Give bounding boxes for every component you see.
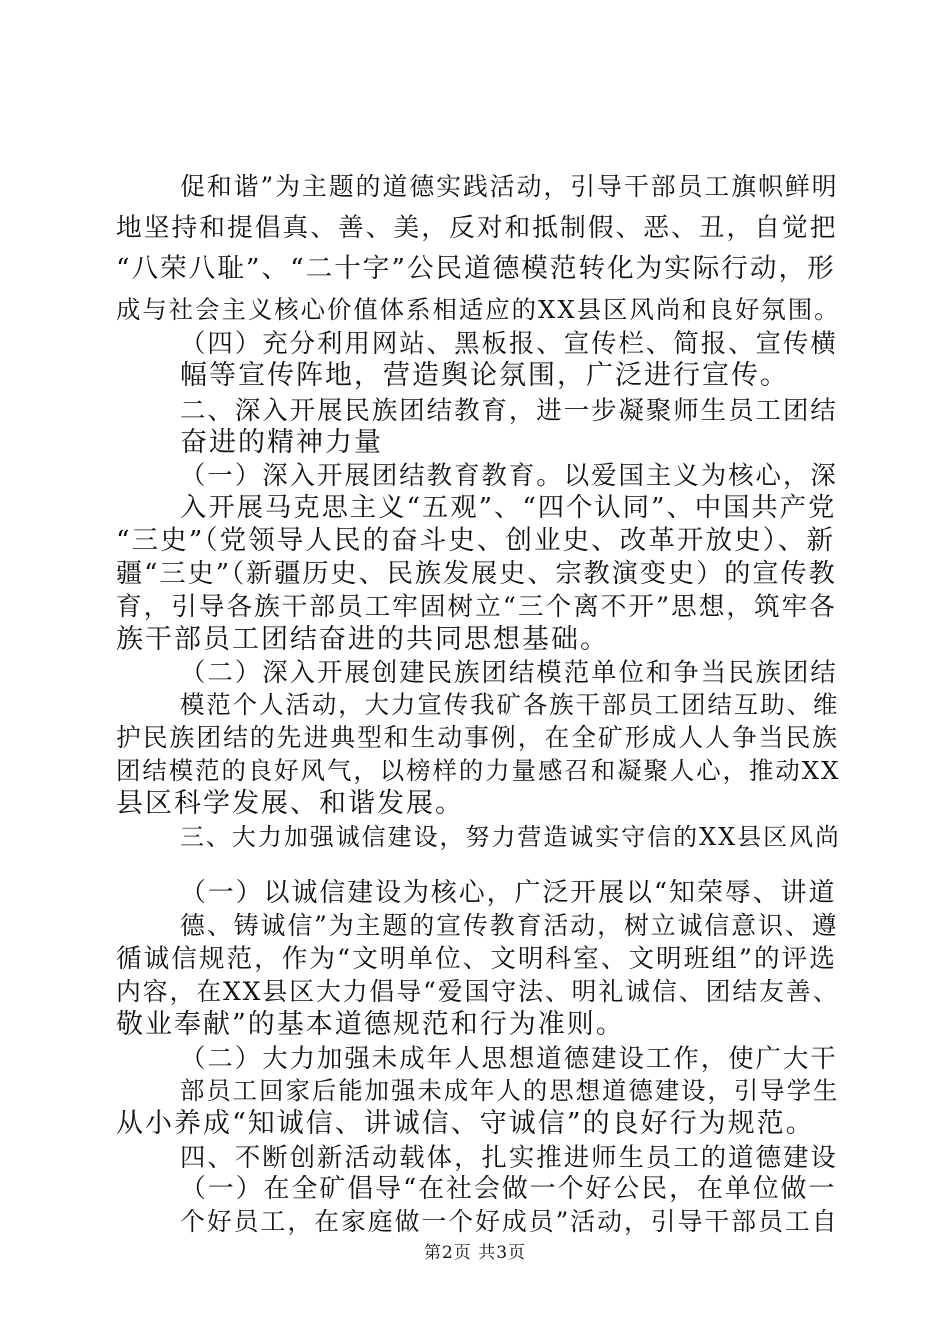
text-line: 县区科学发展、和谐发展。 [116,788,464,819]
section-heading: 奋进的精神力量 [180,427,383,458]
text-line: （一）以诚信建设为核心，广泛开展以“知荣辱、讲道 [180,878,837,908]
text-line: 促和谐”为主题的道德实践活动，引导干部员工旗帜鲜明 [180,172,839,201]
text-line: 个好员工，在家庭做一个好成员”活动，引导干部员工自 [180,1207,839,1236]
text-line: 模范个人活动，大力宣传我矿各族干部员工团结互助、维 [180,690,840,719]
text-line: 德、铸诚信”为主题的宣传教育活动，树立诚信意识、遵 [180,911,839,940]
text-line: 团结模范的良好风气，以榜样的力量感召和凝聚人心，推动XX [116,756,841,785]
text-line: “三史”（党领导人民的奋斗史、创业史、改革开放史）、新 [116,525,836,556]
section-heading: 四、不断创新活动载体，扎实推进师生员工的道德建设 [180,1142,838,1172]
text-line: 疆“三史”（新疆历史、民族发展史、宗教演变史）的宣传教 [116,559,837,589]
text-line: 部员工回家后能加强未成年人的思想道德建设，引导学生 [180,1076,840,1105]
section-heading: 二、深入开展民族团结教育，进一步凝聚师生员工团结 [180,395,838,425]
text-line: “八荣八耻”、“二十字”公民道德模范转化为实际行动，形 [116,253,836,284]
text-line: （一）深入开展团结教育教育。以爱国主义为核心，深 [180,460,838,490]
section-heading: 三、大力加强诚信建设，努力营造诚实守信的XX县区风尚 [180,823,841,851]
text-line: 内容，在XX县区大力倡导“爱国守法、明礼诚信、团结友善、 [116,977,840,1006]
text-line: 地坚持和提倡真、善、美，反对和抵制假、恶、丑，自觉把 [116,213,838,243]
page-indicator: 第2页 共3页 [423,1243,527,1263]
text-line: （四）充分利用网站、黑板报、宣传栏、简报、宣传横 [180,328,838,358]
text-line: 成与社会主义核心价值体系相适应的XX县区风尚和良好氛围。 [116,295,841,324]
text-line: 幅等宣传阵地，营造舆论氛围，广泛进行宣传。 [180,360,789,391]
text-line: 护民族团结的先进典型和生动事例，在全矿形成人人争当民族 [116,723,840,752]
text-line: （一）在全矿倡导“在社会做一个好公民，在单位做一 [180,1174,837,1204]
text-line: 育，引导各族干部员工牢固树立“三个离不开”思想，筑牢各 [116,592,837,622]
text-line: 敬业奉献”的基本道德规范和行为准则。 [116,1009,625,1040]
text-line: 从小养成“知诚信、讲诚信、守诚信”的良好行为规范。 [116,1108,815,1139]
text-line: 族干部员工团结奋进的共同思想基础。 [116,624,609,655]
text-line: （二）大力加强未成年人思想道德建设工作，使广大干 [180,1043,838,1073]
text-line: 入开展马克思主义“五观”、“四个认同”、中国共产党 [180,493,837,523]
text-line: （二）深入开展创建民族团结模范单位和争当民族团结 [180,657,838,687]
text-line: 循诚信规范，作为“文明单位、文明科室、文明班组”的评选 [116,944,837,974]
